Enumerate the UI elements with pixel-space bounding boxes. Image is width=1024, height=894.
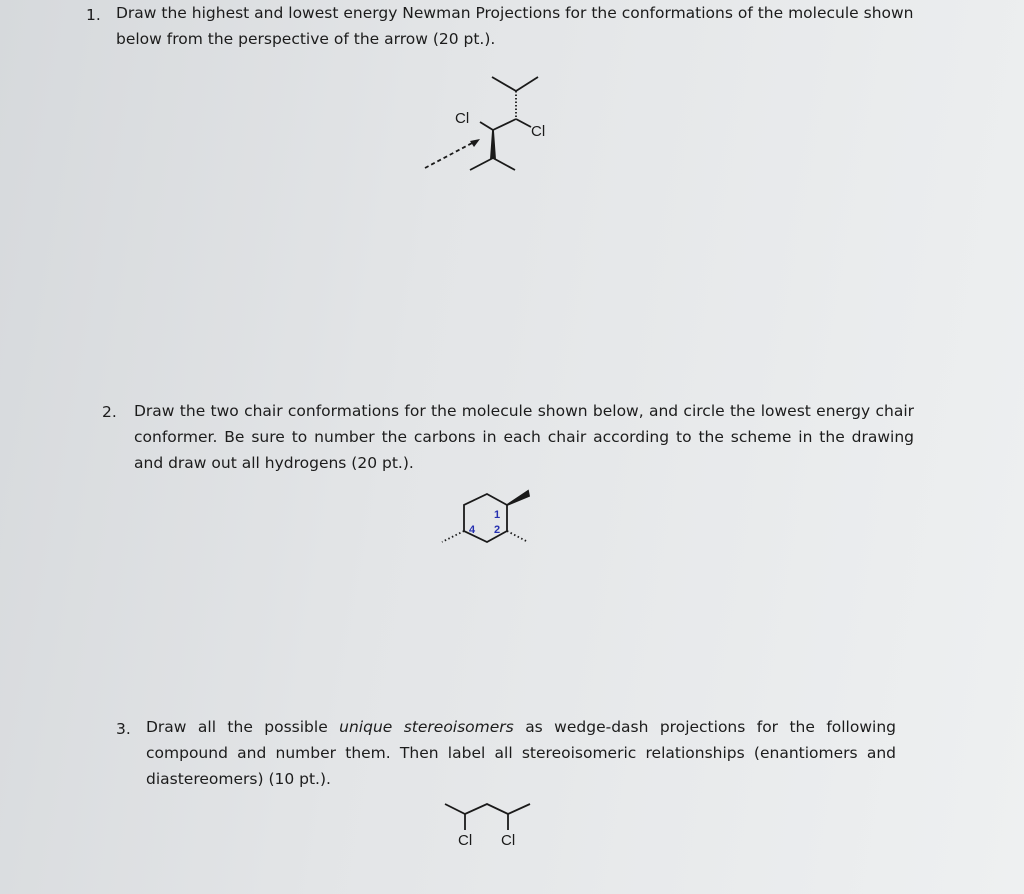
m1-cl-left: Cl: [455, 110, 470, 127]
perspective-arrow: [425, 142, 474, 168]
m2-label-2: 2: [494, 524, 501, 536]
m2-label-4: 4: [469, 524, 476, 536]
question-2-text: Draw the two chair conformations for the molecule shown below, and circle the lowest energy chair conformer. Be sure to number the carbons in each chair according to the scheme in the drawing and draw out all hydrogens (20 pt.).: [134, 402, 914, 472]
molecule-1: [425, 77, 538, 170]
question-1-text: Draw the highest and lowest energy Newman Projections for the conformations of the molecule shown below from the perspective of the arrow (20 pt.).: [116, 4, 914, 48]
question-2-number: 2.: [102, 403, 117, 421]
question-1-number: 1.: [86, 6, 101, 24]
m3-cl-right: Cl: [501, 832, 516, 849]
molecule-3: [445, 804, 530, 830]
m2-label-1: 1: [494, 509, 501, 521]
molecule-2: [442, 491, 529, 542]
m3-cl-left: Cl: [458, 832, 473, 849]
m1-cl-right: Cl: [531, 123, 546, 140]
question-3-text: Draw all the possible unique stereoisomers as wedge-dash projections for the following compound and number them. Then label all stereoisomeric relationships (enantiomers and diastereomers) (10 pt.).: [146, 718, 896, 788]
arrow-head-icon: [470, 139, 480, 147]
question-3-number: 3.: [116, 720, 131, 738]
